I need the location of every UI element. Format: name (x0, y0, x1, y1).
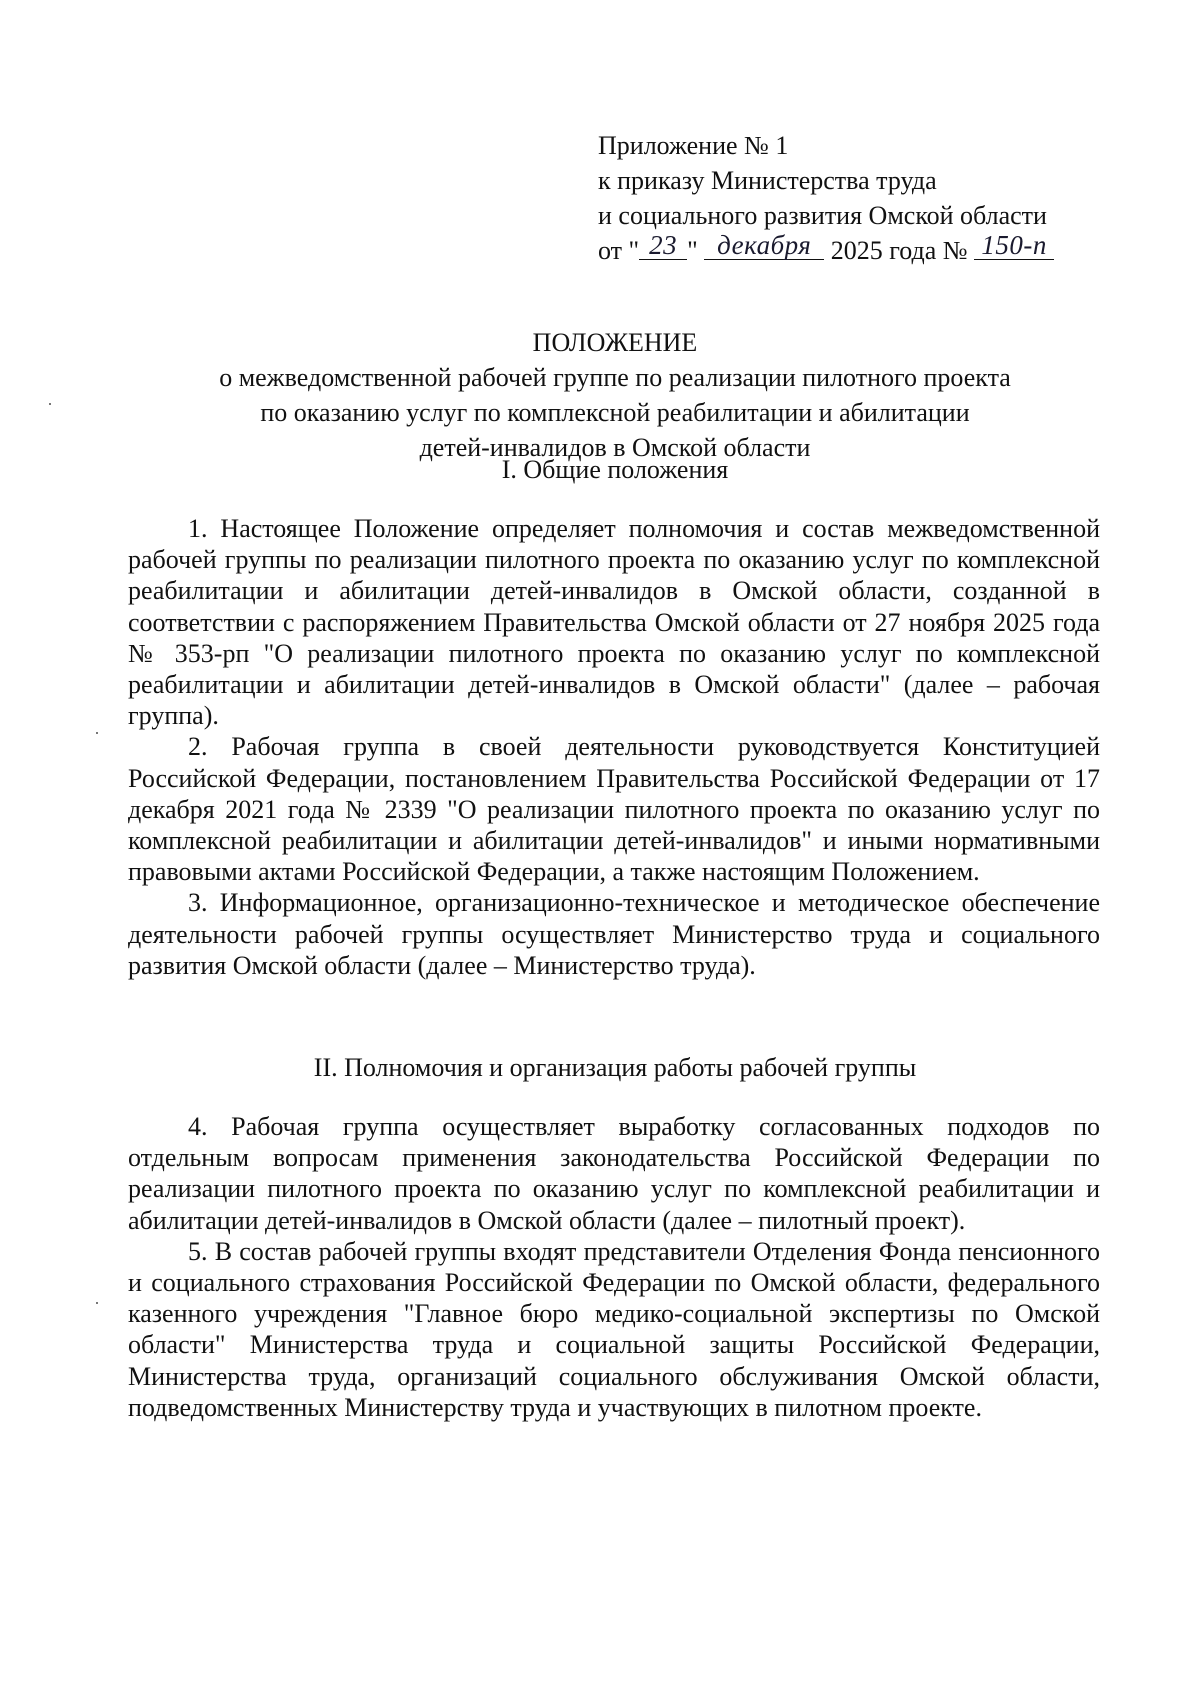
appendix-order-ref: к приказу Министерства труда (598, 166, 937, 195)
paragraph-3: 3. Информационное, организационно-техническое и методическое обеспечение деятельности рабочей группы осуществляет Министерство труда и социального развития Омской области (далее – Министерство труда). (128, 888, 1100, 980)
date-quote-close: " (687, 236, 698, 265)
title-line-1: о межведомственной рабочей группе по реализации пилотного проекта (219, 363, 1011, 392)
date-year-text: 2025 года № (830, 236, 968, 265)
document-title (130, 325, 1100, 465)
date-day-handwritten: 23 (649, 230, 678, 260)
appendix-number: Приложение № 1 (598, 131, 789, 160)
section-1-heading: I. Общие положения (501, 455, 729, 484)
title-line-2: по оказанию услуг по комплексной реабилитации и абилитации (260, 398, 970, 427)
scan-speck (96, 732, 98, 734)
appendix-date-line (598, 230, 1118, 268)
order-number-handwritten: 150-п (981, 230, 1047, 260)
paragraph-5: 5. В состав рабочей группы входят представители Отделения Фонда пенсионного и социального страхования Российской Федерации по Омской области, федерального казенного учреждения "Главное бюро медико-социальной экспертизы по Омской области" Министерства труда и социальной защиты Российской Федерации, Министерства труда, организаций социального обслуживания Омской области, подведомственных Министерству труда и участвующих в пилотном проекте. (128, 1236, 1100, 1422)
appendix-header (598, 128, 1118, 268)
paragraph-4: 4. Рабочая группа осуществляет выработку согласованных подходов по отдельным вопросам применения законодательства Российской Федерации по реализации пилотного проекта по оказанию услуг по комплексной реабилитации и абилитации детей-инвалидов в Омской области (далее – пилотный проект). (128, 1112, 1100, 1235)
appendix-ministry: и социального развития Омской области (598, 201, 1047, 230)
paragraph-2: 2. Рабочая группа в своей деятельности руководствуется Конституцией Российской Федерации, постановлением Правительства Российской Федерации от 17 декабря 2021 года № 2339 "О реализации пилотного проекта по оказанию услуг по комплексной реабилитации и абилитации детей-инвалидов" и иными нормативными правовыми актами Российской Федерации, а также настоящим Положением. (128, 732, 1100, 887)
date-day-field (639, 230, 687, 260)
title-heading: ПОЛОЖЕНИЕ (532, 328, 698, 357)
scan-speck (49, 403, 51, 405)
section-2-heading: II. Полномочия и организация работы рабочей группы (313, 1053, 917, 1082)
title-line-3: детей-инвалидов в Омской области (419, 433, 811, 462)
paragraph-1: 1. Настоящее Положение определяет полномочия и состав межведомственной рабочей группы по реализации пилотного проекта по оказанию услуг по комплексной реабилитации и абилитации детей-инвалидов в Омской области, созданной в соответствии с распоряжением Правительства Омской области от 27 ноября 2025 года № 353-рп "О реализации пилотного проекта по оказанию услуг по комплексной реабилитации и абилитации детей-инвалидов в Омской области" (далее – рабочая группа). (128, 514, 1100, 731)
section-1-body (128, 513, 1100, 981)
date-month-field (704, 230, 824, 260)
order-number-field (974, 230, 1054, 260)
date-month-handwritten: декабря (717, 230, 812, 260)
section-2-body (128, 1111, 1100, 1423)
date-prefix: от " (598, 236, 640, 265)
scan-speck (96, 1302, 98, 1304)
